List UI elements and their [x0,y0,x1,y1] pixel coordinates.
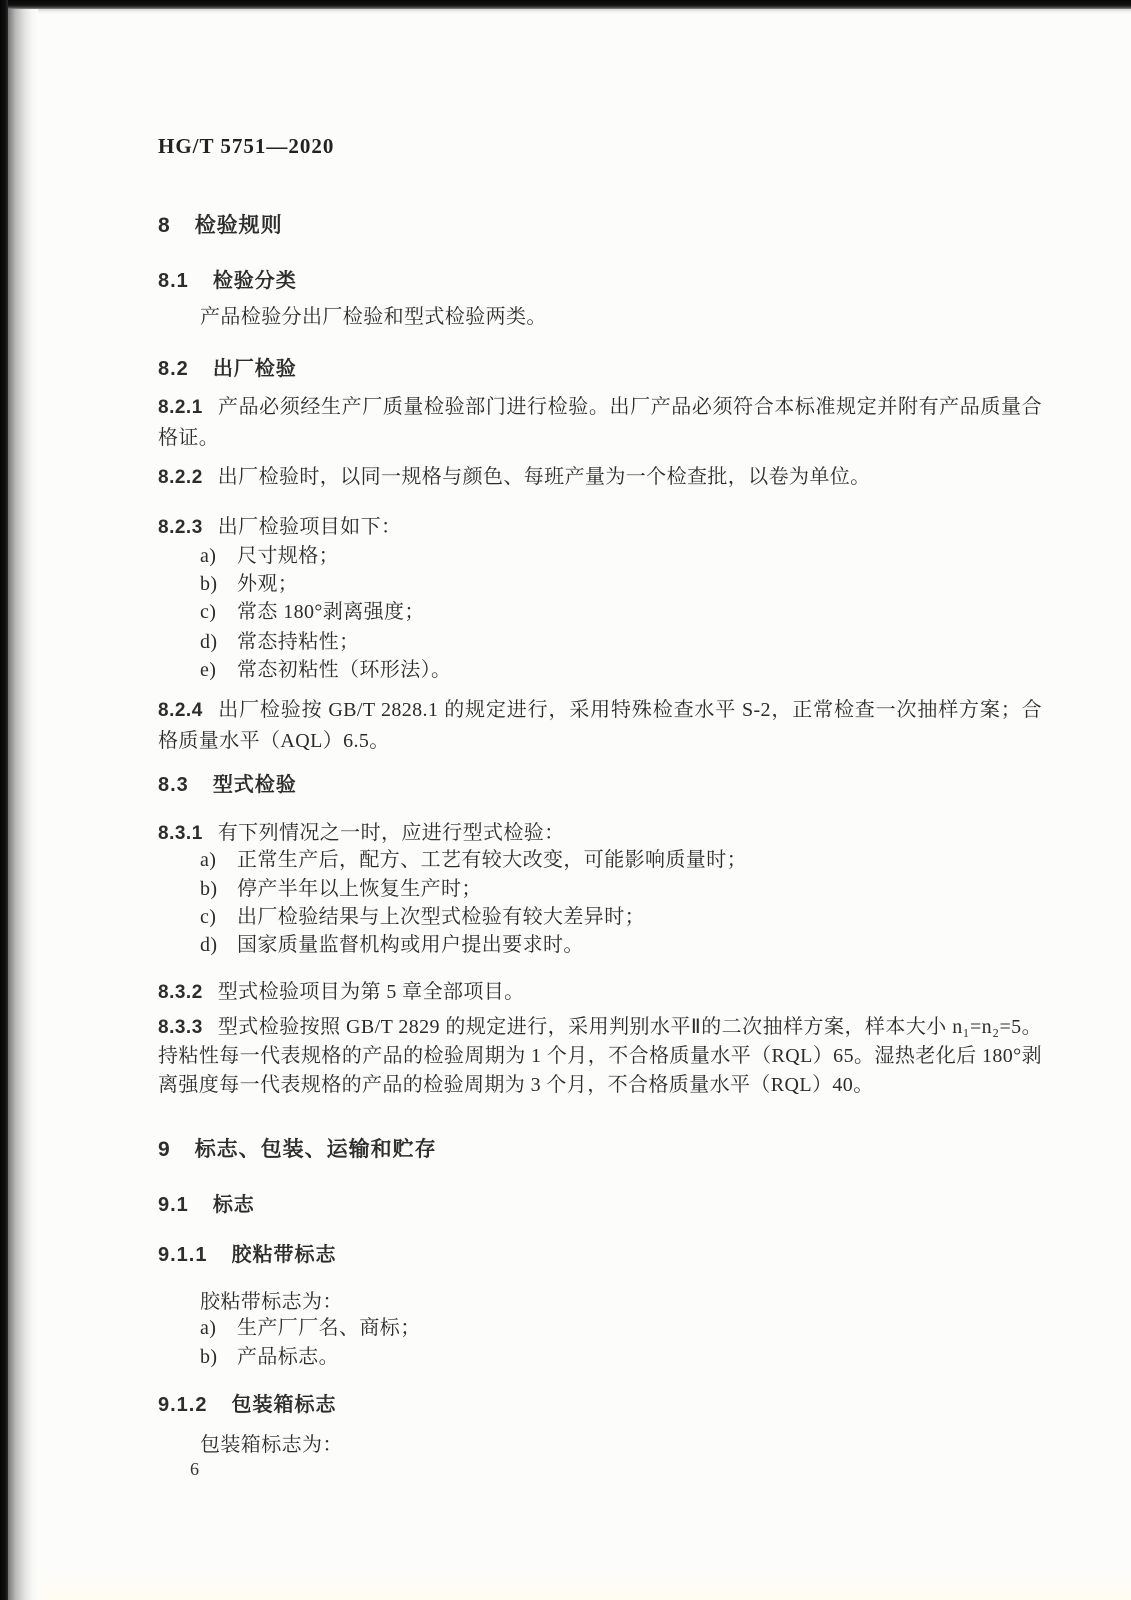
list-marker: d) [200,631,218,653]
list-marker: c) [200,601,217,623]
paragraph-text: 胶粘带标志为： [200,1291,343,1313]
list-marker: c) [200,906,217,928]
list-item-text: 常态持粘性； [237,631,360,653]
list-item-text: 常态 180°剥离强度； [237,601,425,623]
clause-8-2-3 [158,512,1042,543]
list-marker: b) [200,878,218,900]
list-item-text: 国家质量监督机构或用户提出要求时。 [237,934,584,956]
list-item [200,1343,1040,1371]
section-number: 9.1 [158,1194,189,1216]
clause-text: 有下列情况之一时，应进行型式检验： [217,822,565,844]
section-title: 标志、包装、运输和贮存 [194,1138,437,1161]
list-item-text: 出厂检验结果与上次型式检验有较大差异时； [237,906,645,928]
section-title: 型式检验 [212,774,297,796]
scan-top-edge [0,0,1131,9]
section-number: 9.1.1 [158,1244,208,1266]
clause-number: 8.3.3 [158,1017,203,1038]
list-item-text: 正常生产后，配方、工艺有较大改变，可能影响质量时； [237,849,747,871]
paragraph-8-1 [158,302,1042,333]
list-marker: d) [200,934,218,956]
list-item-text: 外观； [237,573,299,595]
list-item-text: 产品标志。 [237,1346,339,1368]
list-marker: a) [200,849,217,871]
section-9-1-1-heading [158,1238,1042,1267]
scan-left-edge [0,0,8,1600]
list-item [200,846,1040,874]
clause-text: 出厂检验项目如下： [217,516,402,538]
list-marker: e) [200,659,217,681]
section-8-heading [158,209,1042,239]
clause-8-3-3 [158,1013,1042,1100]
clause-text: 出厂检验按 GB/T 2828.1 的规定进行，采用特殊检查水平 S-2，正常检查一次抽样方案；合格质量水平（AQL）6.5。 [158,699,1042,752]
clause-number: 8.2.1 [158,397,203,418]
page-number [190,1459,1074,1480]
section-9-1-heading [158,1188,1042,1217]
list-item-text: 尺寸规格； [237,545,339,567]
list-item [200,570,1040,598]
section-8-2-heading [158,352,1042,381]
list-item [200,628,1040,656]
section-9-1-2-heading [158,1388,1042,1417]
section-title: 出厂检验 [212,358,297,380]
clause-text: 出厂检验时，以同一规格与颜色、每班产量为一个检查批，以卷为单位。 [217,466,871,488]
list-item [200,931,1040,959]
list-item [200,656,1040,684]
list-item-text: 生产厂厂名、商标； [237,1317,421,1339]
list-item [200,875,1040,903]
clause-number: 8.3.2 [158,982,203,1003]
list-item [200,1314,1040,1342]
clause-8-2-2 [158,462,1042,493]
clause-8-2-4 [158,695,1042,757]
section-number: 8.1 [158,270,189,292]
clause-8-2-1 [158,392,1042,454]
list-item [200,903,1040,931]
clause-8-3-1 [158,818,1042,849]
clause-number: 8.2.3 [158,517,203,538]
clause-number: 8.3.1 [158,823,203,844]
list-marker: b) [200,1346,218,1368]
section-title: 包装箱标志 [231,1394,337,1416]
clause-text: 型式检验按照 GB/T 2829 的规定进行，采用判别水平Ⅱ的二次抽样方案，样本大小 n₁=n₂=5。持粘性每一代表规格的产品的检验周期为 1 个月，不合格质量水平（RQL）65。湿热老化后 180°剥离强度每一代表规格的产品的检验周期为 3 个月，不合格质量水平（RQL）40。 [158,1016,1042,1096]
list-marker: a) [200,545,217,567]
list-item [200,542,1040,570]
paragraph-9-1-2-intro [158,1430,1042,1461]
section-8-1-heading [158,264,1042,293]
section-number: 8.3 [158,774,189,796]
standard-code [158,134,1042,159]
list-marker: b) [200,573,218,595]
section-number: 8.2 [158,358,189,380]
section-8-3-heading [158,768,1042,797]
section-title: 标志 [212,1194,255,1216]
list-item-text: 停产半年以上恢复生产时； [237,878,482,900]
section-9-heading [158,1133,1042,1163]
list-item [200,598,1040,626]
section-number: 9.1.2 [158,1394,208,1416]
paragraph-text: 包装箱标志为： [200,1434,343,1456]
scan-top-sheen [0,9,1131,14]
standard-code-text: HG/T 5751—2020 [158,134,335,158]
clause-8-3-2 [158,977,1042,1008]
list-item-text: 常态初粘性（环形法）。 [237,659,452,681]
scan-bottom-tint [0,1574,1131,1600]
section-title: 检验分类 [212,270,297,292]
paragraph-text: 产品检验分出厂检验和型式检验两类。 [200,306,547,328]
list-marker: a) [200,1317,217,1339]
clause-text: 产品必须经生产厂质量检验部门进行检验。出厂产品必须符合本标准规定并附有产品质量合格证。 [158,396,1042,449]
section-number: 9 [158,1138,171,1161]
scan-left-sheen [8,0,38,1600]
section-number: 8 [158,214,171,237]
page-number-text: 6 [190,1459,199,1479]
section-title: 胶粘带标志 [231,1244,337,1266]
section-title: 检验规则 [194,214,283,237]
clause-number: 8.2.2 [158,467,203,488]
clause-number: 8.2.4 [158,700,203,721]
clause-text: 型式检验项目为第 5 章全部项目。 [217,981,525,1003]
